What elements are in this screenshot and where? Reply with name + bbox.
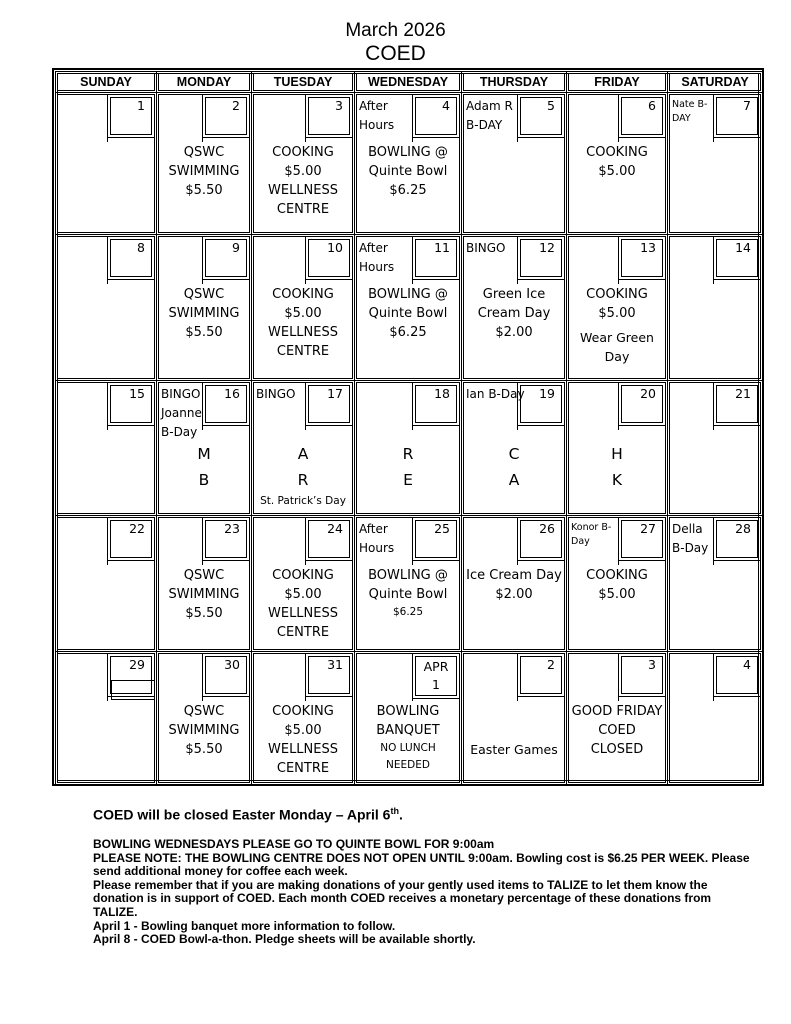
event-text [161,143,247,200]
date-number: 7 [713,94,761,138]
event-text [571,143,663,181]
event-text [256,566,350,642]
letter: R [402,445,414,463]
event-line: $5.00 [598,164,636,179]
date-number: 8 [107,236,155,280]
day-label [466,97,513,135]
event-text [359,566,457,621]
day-cell [463,94,565,233]
label-line: Joanne [161,406,202,420]
date-number: 2 [202,94,250,138]
calendar-program-title: COED [365,42,426,65]
day-cell [57,382,155,514]
letter: H [611,445,623,463]
note-line: April 1 - Bowling banquet more information to follow. [93,918,396,933]
date-line: APR [423,659,449,674]
date-number: 31 [305,653,353,697]
event-text [256,143,350,219]
day-cell [463,653,565,783]
label-line: Hours [359,541,395,555]
letter: M [197,445,211,463]
event-line: $5.00 [284,723,322,738]
date-number: 17 [305,382,353,426]
event-line: Ice Cream Day [466,568,562,583]
day-cell [463,517,565,650]
day-cell [463,382,565,514]
date-number: 28 [713,517,761,561]
event-line: SWIMMING [168,723,240,738]
event-text [359,143,457,200]
date-number: 4 [713,653,761,697]
letter: K [611,471,623,489]
day-header-friday: FRIDAY [568,73,666,91]
day-cell [356,94,460,233]
day-label [161,385,202,442]
event-line: COOKING [586,145,648,160]
day-cell [463,236,565,379]
event-line: $5.00 [598,587,636,602]
event-line: GOOD FRIDAY [571,704,663,719]
event-line: QSWC [183,704,225,719]
date-number: 6 [618,94,666,138]
label-line: Hours [359,118,395,132]
event-small: $6.25 [392,606,424,618]
event-line: COED CLOSED [590,723,644,757]
event-line: COOKING [272,568,334,583]
label-line: Konor B- [571,522,612,533]
event-line: QSWC [183,568,225,583]
event-note [571,328,663,366]
date-number: 24 [305,517,353,561]
day-cell [356,382,460,514]
day-cell [356,653,460,783]
event-text [571,566,663,604]
event-line: $5.00 [284,306,322,321]
day-cell [253,236,353,379]
day-cell [356,517,460,650]
event-note [466,740,562,759]
event-line: WELLNESS [268,742,338,757]
event-line: $5.00 [284,587,322,602]
event-line: $5.50 [185,606,223,621]
note-line: Please remember that if you are making donations of your gently used items to TALIZE to let them know the donation is in support of COED. Each month COED receives a monetary percentage of these donations from TALIZE. [93,877,712,919]
event-line: Green Ice [482,287,546,302]
note-line: Day [604,349,630,364]
event-line: Cream Day [477,306,551,321]
calendar-month-title: March 2026 [345,20,446,41]
day-label [571,521,611,549]
event-line: COOKING [272,704,334,719]
event-line: SWIMMING [168,587,240,602]
day-cell [669,382,761,514]
event-line: QSWC [183,145,225,160]
date-number: 20 [618,382,666,426]
date-number: 12 [517,236,565,280]
event-text [571,702,663,759]
event-line: Quinte Bowl [368,164,448,179]
event-line: COOKING [272,145,334,160]
day-label [256,385,296,404]
day-cell [568,517,666,650]
event-line: WELLNESS [268,606,338,621]
event-text [256,285,350,361]
label-line: Nate B- [672,99,708,110]
day-cell [669,94,761,233]
event-line: CENTRE [276,625,330,640]
event-line: COOKING [586,568,648,583]
day-label [359,97,394,135]
day-cell [253,94,353,233]
event-line: BOWLING @ [368,145,448,160]
event-text [161,702,247,759]
note-line: PLEASE NOTE: THE BOWLING CENTRE DOES NOT OPEN UNTIL 9:00am. Bowling cost is $6.25 PER WEEK. Please send additional money for coffee each week. [93,850,750,879]
day-cell [253,653,353,783]
label-line: DAY [672,113,691,124]
event-line: Quinte Bowl [368,306,448,321]
day-cell [158,382,250,514]
day-cell [57,517,155,650]
date-number: 11 [412,236,460,280]
day-header-tuesday: TUESDAY [253,73,353,91]
event-text [161,285,247,342]
day-header-saturday: SATURDAY [669,73,761,91]
day-cell [253,382,353,514]
event-line: CENTRE [276,202,330,217]
date-number: 3 [618,653,666,697]
event-line: $5.50 [185,183,223,198]
event-line: CENTRE [276,761,330,776]
date-number: 1 [107,94,155,138]
note-line: Wear Green [580,330,654,345]
march-break-letters [466,441,562,493]
date-number: 3 [305,94,353,138]
march-break-letters [256,441,350,509]
event-line: $6.25 [389,183,427,198]
day-label [359,520,394,558]
date-number: 18 [412,382,460,426]
day-header-sunday: SUNDAY [57,73,155,91]
date-number: 30 [202,653,250,697]
day-cell [158,653,250,783]
event-text [466,566,562,604]
event-small: St. Patrick’s Day [260,495,346,507]
event-line: CENTRE [276,344,330,359]
event-line: BANQUET [376,723,440,738]
label-line: B-Day [672,541,709,555]
letter: A [508,471,520,489]
day-cell [253,517,353,650]
day-label [359,239,394,277]
label-line: Hours [359,260,395,274]
date-number: 26 [517,517,565,561]
day-label [466,239,506,258]
letter: B [198,471,210,489]
date-number: 4 [412,94,460,138]
event-line: $2.00 [495,587,533,602]
event-text [161,566,247,623]
label-line: After [359,522,388,536]
date-number: 15 [107,382,155,426]
day-cell [57,94,155,233]
event-line: BOWLING [376,704,440,719]
label-line: Day [571,536,590,547]
day-cell [669,653,761,783]
event-line: Quinte Bowl [368,587,448,602]
day-cell [568,94,666,233]
event-line: COOKING [586,287,648,302]
day-cell [158,236,250,379]
event-line: WELLNESS [268,183,338,198]
date-number: 16 [202,382,250,426]
event-line: $6.25 [389,325,427,340]
event-line: $5.00 [598,306,636,321]
day-cell [158,94,250,233]
day-cell [568,382,666,514]
label-line: B-Day [161,425,198,439]
event-line: $2.00 [495,325,533,340]
label-line: B-DAY [466,118,503,132]
date-line: 1 [432,677,440,692]
day-label [672,98,707,126]
event-text [256,702,350,778]
label-line: BINGO [466,241,506,255]
date-number: 22 [107,517,155,561]
day-header-wednesday: WEDNESDAY [356,73,460,91]
date-number: 25 [412,517,460,561]
date-number: 5 [517,94,565,138]
letter: A [297,445,309,463]
label-line: Ian B-Day [466,387,525,401]
label-line: After [359,99,388,113]
closure-notice: COED will be closed Easter Monday – April 6th. [93,806,403,823]
event-text [466,285,562,342]
day-cell [669,236,761,379]
date-number: 27 [618,517,666,561]
march-break-letters [571,441,663,493]
event-text [571,285,663,366]
label-line: BINGO [256,387,296,401]
event-line: SWIMMING [168,164,240,179]
date-number: 14 [713,236,761,280]
note-line: April 8 - COED Bowl-a-thon. Pledge sheets will be available shortly. [93,932,476,947]
day-label [672,520,708,558]
date-number: 21 [713,382,761,426]
event-line: QSWC [183,287,225,302]
day-header-monday: MONDAY [158,73,250,91]
date-number: 2 [517,653,565,697]
date-number: 19 [517,382,565,426]
label-line: Della [672,522,703,536]
note-line: BOWLING WEDNESDAYS PLEASE GO TO QUINTE BOWL FOR 9:00am [93,837,495,851]
decorative-box [111,680,155,700]
day-cell [568,653,666,783]
event-line: COOKING [272,287,334,302]
letter: C [508,445,520,463]
day-cell [356,236,460,379]
date-number: 9 [202,236,250,280]
march-break-letters [161,441,247,493]
day-cell [57,653,155,783]
label-line: After [359,241,388,255]
date-number [412,653,460,699]
event-line: $5.50 [185,325,223,340]
date-number: 10 [305,236,353,280]
date-number: 23 [202,517,250,561]
event-line: $5.50 [185,742,223,757]
event-line: WELLNESS [268,325,338,340]
letter: E [403,471,413,489]
notes-section [93,838,753,947]
day-cell [669,517,761,650]
day-cell [158,517,250,650]
date-number: 29 [107,653,155,697]
note-line: Easter Games [470,742,558,757]
march-break-letters [359,441,457,493]
day-label [466,385,525,404]
event-text [359,702,457,774]
date-number: 13 [618,236,666,280]
event-small: NEEDED [386,759,430,771]
event-small: NO LUNCH [380,742,436,754]
letter: R [297,471,309,489]
event-line: SWIMMING [168,306,240,321]
label-line: BINGO [161,387,201,401]
event-text [359,285,457,342]
day-cell [568,236,666,379]
label-line: Adam R [466,99,513,113]
event-line: BOWLING @ [368,287,448,302]
day-cell [57,236,155,379]
event-line: $5.00 [284,164,322,179]
day-header-thursday: THURSDAY [463,73,565,91]
event-line: BOWLING @ [368,568,448,583]
